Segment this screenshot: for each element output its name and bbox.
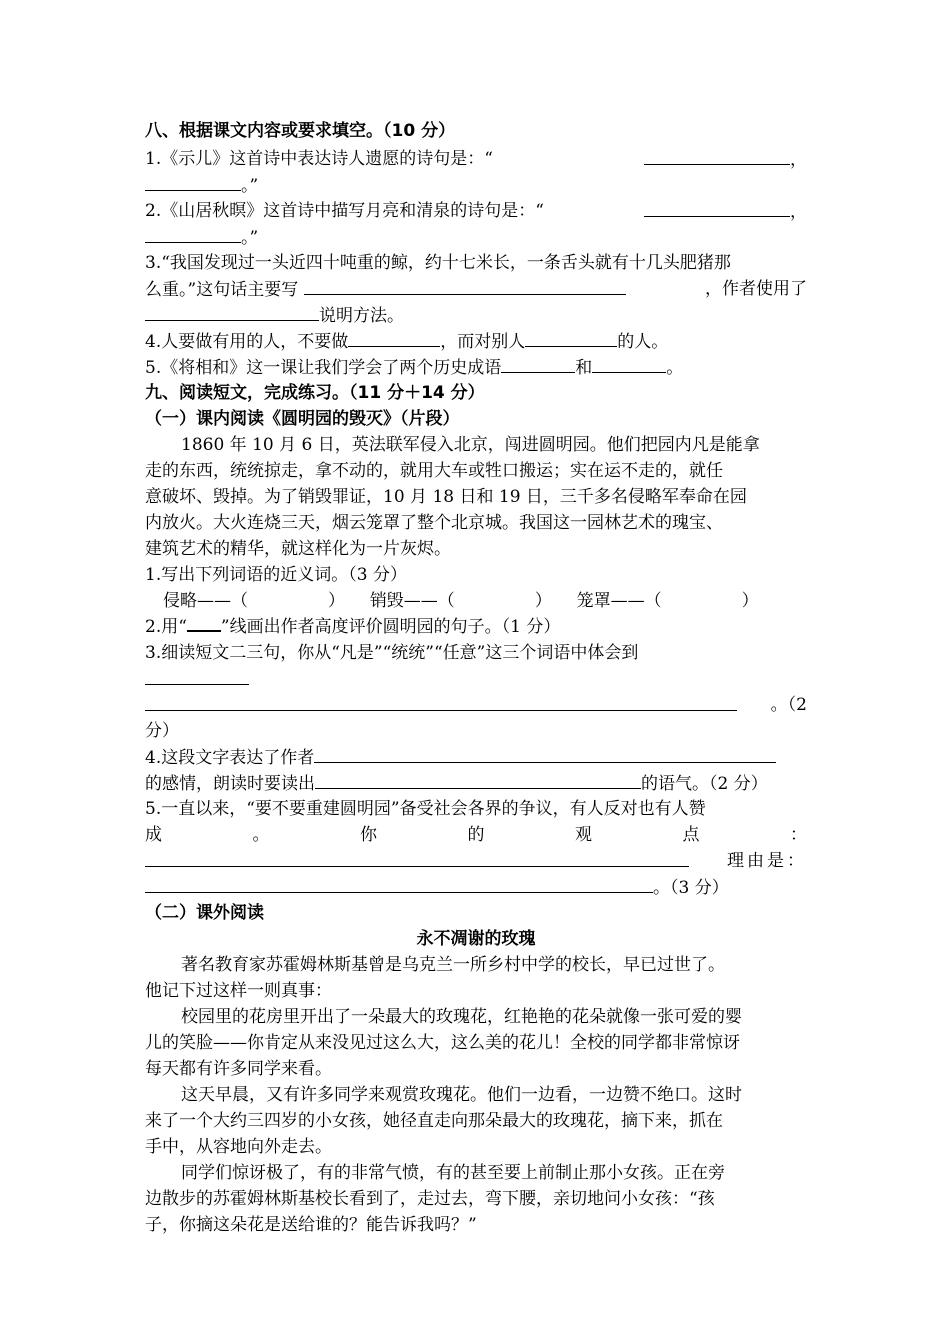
- s9-q4-line2: [145, 770, 807, 797]
- close-paren: ）: [328, 591, 345, 611]
- s9-q4-text-a: 4.这段文字表达了作者: [145, 748, 315, 768]
- q5-char: 点: [682, 825, 700, 845]
- s8-q3-end: 说明方法。: [319, 306, 404, 326]
- q5-char: 观: [575, 825, 592, 845]
- s8-q1-close: 。”: [241, 176, 259, 196]
- close-paren: ）: [534, 591, 552, 611]
- s8-q5: [145, 354, 807, 381]
- q5-char: 你: [360, 825, 377, 845]
- s8-q3-line3: [145, 302, 807, 329]
- story-line: 边散步的苏霍姆林斯基校长看到了，走过去，弯下腰，亲切地问小女孩：“孩: [145, 1189, 715, 1209]
- s8-q2-blank-2[interactable]: [145, 224, 241, 243]
- s9-q3-blank-1[interactable]: [145, 666, 249, 685]
- s9-q5-blank-2[interactable]: [145, 874, 653, 893]
- s9-q5-line1: 5.一直以来，“要不要重建圆明园”备受社会各界的争议，有人反对也有人赞: [145, 799, 706, 819]
- story-line: 儿的笑脸——你肯定从来没见过这么大，这么美的花儿！全校的同学都非常惊讶: [145, 1033, 740, 1053]
- story-line: 校园里的花房里开出了一朵最大的玫瑰花，红艳艳的花朵就像一张可爱的婴: [181, 1007, 742, 1027]
- s8-q4-text-c: 的人。: [617, 332, 669, 352]
- s8-q3-blank-2[interactable]: [145, 302, 319, 321]
- close-paren: ）: [741, 591, 759, 611]
- s8-q5-blank-1[interactable]: [501, 354, 575, 373]
- s8-q1-line2: [145, 172, 807, 199]
- passage-line: 建筑艺术的精华，就这样化为一片灰烬。: [145, 539, 451, 559]
- q5-char: ：: [790, 825, 807, 845]
- s8-q4-blank-1[interactable]: [348, 328, 440, 347]
- word-xiaohui: 销毁——（: [369, 591, 455, 611]
- s8-q1-blank-1[interactable]: [644, 146, 790, 165]
- s9-q5-line2: [145, 822, 807, 848]
- s9-q5-line4: [145, 874, 807, 901]
- story-line: 手中，从容地向外走去。: [145, 1137, 332, 1157]
- part1-heading: （一）课内阅读《圆明园的毁灭》（片段）: [145, 409, 460, 429]
- story-line: 这天早晨，又有许多同学来观赏玫瑰花。他们一边看，一边赞不绝口。这时: [181, 1085, 742, 1105]
- s9-q4-text-b: 的感情，朗读时要读出: [145, 774, 315, 794]
- s8-q2-text: 2.《山居秋暝》这首诗中描写月亮和清泉的诗句是：“: [145, 201, 544, 221]
- passage-line: 内放火。大火连烧三天，烟云笼罩了整个北京城。我国这一园林艺术的瑰宝、: [145, 513, 723, 533]
- s8-q4-text-a: 4.人要做有用的人，不要做: [145, 332, 349, 352]
- s9-q1: 1.写出下列词语的近义词。（3 分）: [145, 565, 407, 585]
- s9-q3-line2: [145, 666, 807, 693]
- s8-q3-text: 么重。”这句话主要写: [145, 280, 299, 300]
- s9-q2: [145, 614, 807, 640]
- s8-q5-blank-2[interactable]: [592, 354, 666, 373]
- q5-char: 。: [252, 825, 270, 845]
- story-line: 子，你摘这朵花是送给谁的？能告诉我吗？”: [145, 1215, 477, 1235]
- s8-q2-close: 。”: [241, 228, 259, 248]
- q5-char: 的: [467, 825, 485, 845]
- s8-q1: [145, 146, 807, 173]
- s8-q1-comma: ，: [790, 150, 807, 170]
- s9-q1-words: [145, 588, 825, 614]
- s9-q5-end: 。（3 分）: [653, 878, 729, 898]
- s8-q5-text-a: 5.《将相和》这一课让我们学会了两个历史成语: [145, 358, 502, 378]
- s8-q5-text-b: 和: [575, 358, 593, 378]
- s8-q3-text2: ，作者使用了: [705, 279, 807, 299]
- s8-q1-blank-2[interactable]: [145, 172, 241, 191]
- story-line: 每天都有许多同学来看。: [145, 1059, 332, 1079]
- story-title: 永不凋谢的玫瑰: [416, 929, 536, 949]
- s8-q4-text-b: ，而对别人: [440, 332, 526, 352]
- story-line: 他记下过这样一则真事：: [145, 981, 332, 1001]
- s9-q3-end: 。（2: [770, 695, 807, 715]
- s9-q2-text-b: ”线画出作者高度评价圆明园的句子。（1 分）: [220, 617, 561, 637]
- word-qinlue: 侵略——（: [163, 591, 248, 611]
- s9-q5-blank-1[interactable]: [145, 848, 689, 867]
- s9-q3-line3: [145, 692, 807, 718]
- s8-q2-comma: ，: [790, 202, 807, 222]
- story-line: 同学们惊讶极了，有的非常气愤，有的甚至要上前制止那小女孩。正在旁: [181, 1163, 725, 1183]
- s8-q3-blank-1[interactable]: [304, 276, 626, 295]
- s9-q4-blank-1[interactable]: [314, 744, 776, 763]
- section8-heading: 八、根据课文内容或要求填空。（10 分）: [145, 121, 456, 141]
- s9-q4-line1: [145, 744, 807, 771]
- s8-q3-line1: 3.“我国发现过一头近四十吨重的鲸，约十七米长，一条舌头就有十几头肥猪那: [145, 253, 731, 273]
- s9-q5-line3: [145, 848, 807, 874]
- q5-char: 成: [145, 825, 162, 845]
- s8-q2-line2: [145, 224, 807, 251]
- s8-q5-text-c: 。: [666, 358, 684, 378]
- passage-line: 走的东西，统统掠走，拿不动的，就用大车或牲口搬运；实在运不走的，就任: [145, 461, 723, 481]
- section9-heading: 九、阅读短文，完成练习。（11 分＋14 分）: [145, 383, 485, 403]
- s9-q3-line4: 分）: [145, 721, 179, 741]
- s8-q4: [145, 328, 807, 355]
- part2-heading: （二）课外阅读: [145, 903, 264, 923]
- s9-q4-blank-2[interactable]: [315, 770, 641, 789]
- story-line: 来了一个大约三四岁的小女孩，她径直走向那朵最大的玫瑰花，摘下来，抓在: [145, 1111, 723, 1131]
- passage-line: 意破坏、毁掉。为了销毁罪证，10 月 18 日和 19 日，三千多名侵略军奉命在园: [145, 487, 747, 507]
- s9-q4-text-c: 的语气。（2 分）: [641, 774, 768, 794]
- s9-q3-line1: 3.细读短文二三句，你从“凡是”“统统”“任意”这三个词语中体会到: [145, 643, 639, 663]
- s9-q5-reason: 理由是：: [727, 851, 807, 871]
- s8-q2-blank-1[interactable]: [644, 198, 790, 217]
- word-longzhao: 笼罩——（: [576, 591, 662, 611]
- s9-q3-blank-2[interactable]: [145, 692, 737, 711]
- passage-line: 1860 年 10 月 6 日，英法联军侵入北京，闯进圆明园。他们把园内凡是能拿: [181, 435, 760, 455]
- underline-sample: [187, 614, 221, 632]
- s8-q2: [145, 198, 807, 225]
- s8-q1-text: 1.《示儿》这首诗中表达诗人遗愿的诗句是：“: [145, 149, 493, 169]
- story-line: 著名教育家苏霍姆林斯基曾是乌克兰一所乡村中学的校长，早已过世了。: [181, 955, 725, 975]
- s8-q4-blank-2[interactable]: [525, 328, 617, 347]
- s9-q2-text-a: 2.用“: [145, 617, 187, 637]
- s8-q3-line2: [145, 276, 807, 303]
